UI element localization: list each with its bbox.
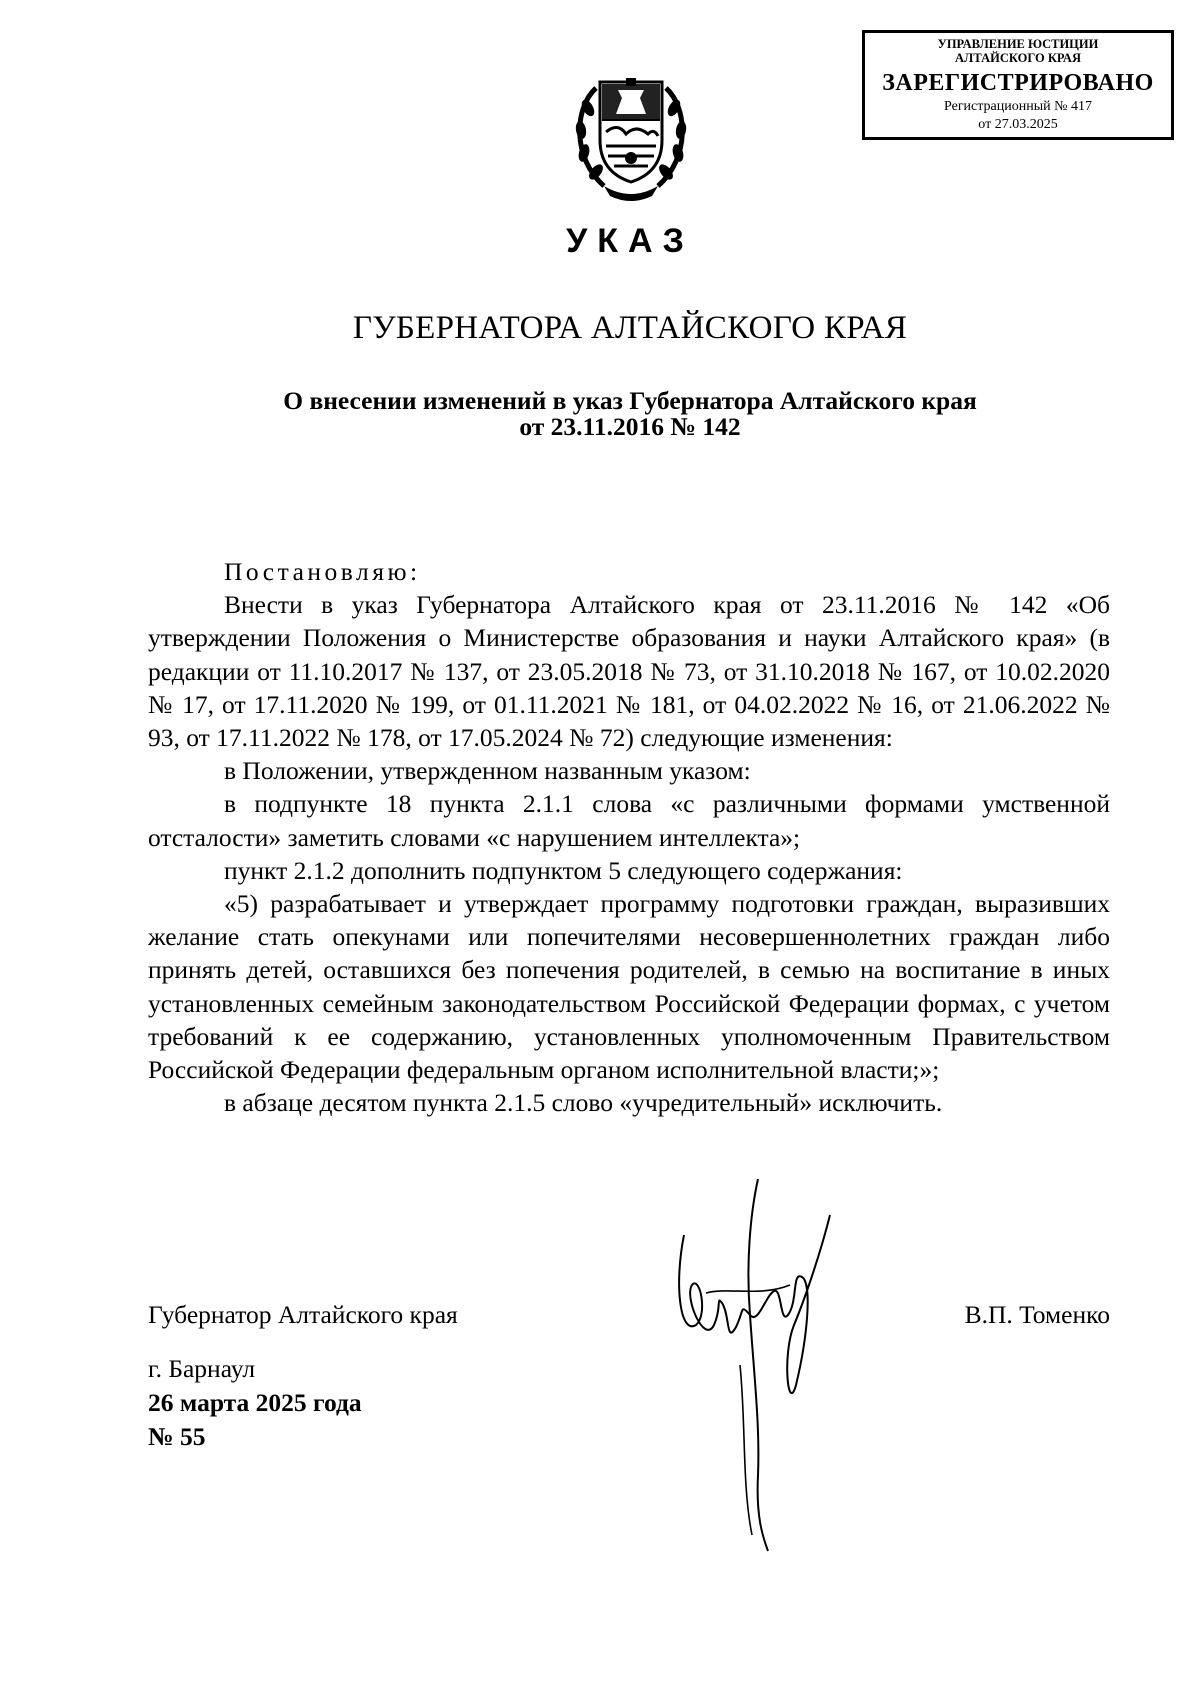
issuer-title: ГУБЕРНАТОРА АЛТАЙСКОГО КРАЯ — [352, 310, 908, 346]
signatory-name: В.П. Томенко — [964, 1300, 1110, 1329]
subject-line1: О внесении изменений в указ Губернатора Алтайского края — [283, 386, 977, 415]
signing-date: 26 марта 2025 года — [148, 1388, 362, 1417]
body-paragraph: в абзаце десятом пункта 2.1.5 слово «учредительный» исключить. — [224, 1088, 943, 1118]
body-paragraph: Внести в указ Губернатора Алтайского края от 23.11.2016 № 142 «Об утверждении Положения о Министерстве образования и науки Алтайского края» (в редакции от 11.10.2017 № 137, от 23.05.2018 № 73, от 31.10.2018 № 167, от 10.02.2020 № 17, от 17.11.2020 № 199, от 01.11.2021 № 181, от 04.02.2022 № 16, от 21.06.2022 № 93, от 17.11.2022 № 178, от 17.05.2024 № 72) следующие изменения: — [148, 590, 1110, 753]
stamp-authority-line1: УПРАВЛЕНИЕ ЮСТИЦИИ — [937, 37, 1099, 51]
coat-of-arms-icon — [566, 68, 696, 206]
place-date-block — [148, 1352, 362, 1454]
decree-number: № 55 — [148, 1422, 206, 1451]
subject-line2: от 23.11.2016 № 142 — [519, 412, 741, 441]
decree-body — [148, 555, 1110, 1119]
body-paragraph: пункт 2.1.2 дополнить подпунктом 5 следующего содержания: — [224, 855, 903, 885]
signing-city: г. Барнаул — [148, 1354, 256, 1383]
signatory-title: Губернатор Алтайского края — [148, 1300, 458, 1329]
stamp-registration-date: от 27.03.2025 — [978, 117, 1058, 132]
body-paragraph: в подпункте 18 пункта 2.1.1 слова «с различными формами умственной отсталости» заметить словами «с нарушением интеллекта»; — [148, 789, 1110, 852]
decree-subject — [200, 388, 1060, 440]
stamp-registration-number: Регистрационный № 417 — [944, 99, 1092, 114]
body-paragraph: в Положении, утвержденном названным указом: — [224, 756, 751, 786]
stamp-authority-line2: АЛТАЙСКОГО КРАЯ — [955, 51, 1081, 65]
body-lead: Постановляю: — [224, 557, 421, 586]
registration-stamp — [862, 30, 1174, 140]
handwritten-signature — [670, 1175, 850, 1555]
document-type: УКАЗ — [566, 222, 694, 260]
stamp-status: ЗАРЕГИСТРИРОВАНО — [882, 70, 1154, 96]
body-paragraph: «5) разрабатывает и утверждает программу подготовки граждан, выразивших желание стать опекунами или попечителями несовершеннолетних граждан либо принять детей, оставшихся без попечения родителей, в семью на воспитание в иных установленных семейным законодательством Российской Федерации формах, с учетом требований к ее содержанию, установленных уполномоченным Правительством Российской Федерации федеральным органом исполнительной власти;»; — [148, 889, 1110, 1085]
